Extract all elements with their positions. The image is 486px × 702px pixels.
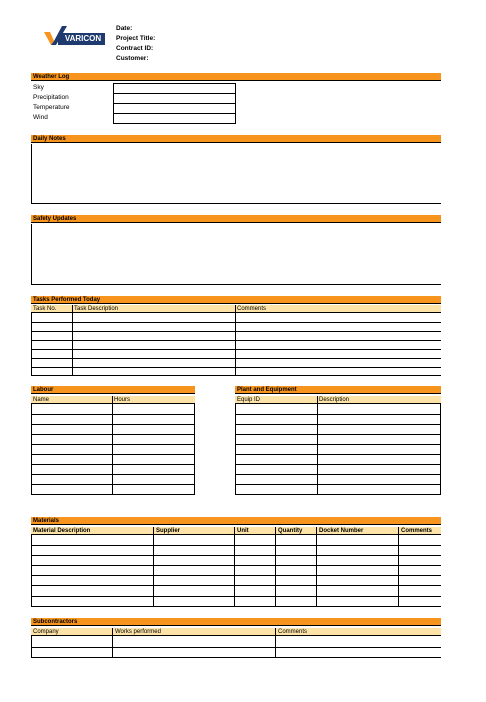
materials-header: Materials bbox=[31, 517, 441, 525]
contract-id-label: Contract ID: bbox=[116, 45, 154, 52]
plant-column-header bbox=[235, 396, 441, 404]
weather-wind-label: Wind bbox=[33, 114, 48, 121]
logo-text: VARICON bbox=[64, 34, 102, 43]
labour-row-line bbox=[32, 424, 194, 425]
varicon-logo bbox=[44, 26, 106, 46]
tasks-row-line bbox=[31, 349, 441, 350]
tasks-row-line bbox=[31, 340, 441, 341]
labour-row-line bbox=[32, 484, 194, 485]
subcontractors-grid-line bbox=[112, 628, 113, 658]
materials-row-line bbox=[31, 545, 441, 546]
labour-grid-line bbox=[112, 396, 113, 494]
labour-row-line bbox=[32, 434, 194, 435]
materials-grid-line bbox=[316, 527, 317, 607]
daily-notes-header: Daily Notes bbox=[31, 135, 441, 143]
materials-table-body[interactable] bbox=[31, 535, 441, 607]
subcontractors-table-body[interactable] bbox=[31, 636, 441, 658]
tasks-col-task-no: Task No. bbox=[33, 306, 57, 312]
materials-grid-line bbox=[153, 527, 154, 607]
materials-grid-line bbox=[234, 527, 235, 607]
safety-updates-area[interactable] bbox=[31, 224, 441, 285]
materials-grid-line bbox=[275, 527, 276, 607]
labour-header: Labour bbox=[31, 386, 195, 394]
weather-wind-field[interactable] bbox=[113, 114, 236, 124]
safety-updates-header: Safety Updates bbox=[31, 215, 441, 223]
labour-table-body[interactable] bbox=[31, 404, 195, 495]
tasks-table-body[interactable] bbox=[31, 313, 441, 376]
materials-col-supplier: Supplier bbox=[156, 528, 181, 534]
plant-row-line bbox=[236, 474, 440, 475]
subcontractors-header: Subcontractors bbox=[31, 618, 441, 626]
materials-col-description: Material Description bbox=[33, 528, 91, 534]
subcontractors-col-company: Company bbox=[33, 629, 59, 635]
tasks-column-header bbox=[31, 305, 441, 313]
labour-row-line bbox=[32, 464, 194, 465]
labour-row-line bbox=[32, 454, 194, 455]
labour-column-header bbox=[31, 396, 195, 404]
materials-row-line bbox=[31, 575, 441, 576]
plant-row-line bbox=[236, 444, 440, 445]
plant-grid-line bbox=[317, 396, 318, 494]
subcontractors-grid-line bbox=[275, 628, 276, 658]
weather-precipitation-label: Precipitation bbox=[33, 94, 69, 101]
materials-col-quantity: Quantity bbox=[278, 528, 303, 534]
project-title-label: Project Title: bbox=[116, 35, 156, 42]
weather-sky-label: Sky bbox=[33, 84, 44, 91]
tasks-row-line bbox=[31, 375, 441, 376]
customer-label: Customer: bbox=[116, 55, 149, 62]
tasks-row-line bbox=[31, 367, 441, 368]
materials-row-line bbox=[31, 565, 441, 566]
labour-row-line bbox=[32, 474, 194, 475]
materials-row-line bbox=[31, 596, 441, 597]
subcontractors-column-header bbox=[31, 628, 441, 636]
materials-row-line bbox=[31, 555, 441, 556]
plant-row-line bbox=[236, 484, 440, 485]
weather-log-header: Weather Log bbox=[31, 73, 441, 81]
plant-row-line bbox=[236, 414, 440, 415]
tasks-row-line bbox=[31, 322, 441, 323]
plant-col-equip-id: Equip ID bbox=[237, 397, 261, 403]
tasks-col-description: Task Description bbox=[74, 306, 119, 312]
materials-col-comments: Comments bbox=[401, 528, 433, 534]
labour-row-line bbox=[32, 414, 194, 415]
date-label: Date: bbox=[116, 25, 133, 32]
tasks-header: Tasks Performed Today bbox=[31, 296, 441, 304]
plant-col-description: Description bbox=[319, 397, 350, 403]
labour-col-name: Name bbox=[33, 397, 50, 403]
tasks-col-comments: Comments bbox=[237, 306, 267, 312]
plant-table-body[interactable] bbox=[235, 404, 441, 495]
weather-temperature-label: Temperature bbox=[33, 104, 70, 111]
subcontractors-col-comments: Comments bbox=[278, 629, 308, 635]
tasks-row-line bbox=[31, 331, 441, 332]
plant-row-line bbox=[236, 454, 440, 455]
materials-grid-line bbox=[398, 527, 399, 607]
subcontractors-row-line bbox=[31, 647, 441, 648]
materials-column-header bbox=[31, 527, 441, 535]
tasks-row-line bbox=[31, 358, 441, 359]
daily-notes-area[interactable] bbox=[31, 144, 441, 204]
materials-row-line bbox=[31, 606, 441, 607]
plant-header: Plant and Equipment bbox=[235, 386, 441, 394]
materials-col-unit: Unit bbox=[237, 528, 249, 534]
subcontractors-col-works: Works performed bbox=[115, 629, 161, 635]
subcontractors-row-line bbox=[31, 657, 441, 658]
plant-row-line bbox=[236, 424, 440, 425]
labour-col-hours: Hours bbox=[114, 397, 131, 403]
labour-row-line bbox=[32, 444, 194, 445]
materials-row-line bbox=[31, 585, 441, 586]
materials-col-docket-number: Docket Number bbox=[319, 528, 364, 534]
plant-row-line bbox=[236, 464, 440, 465]
plant-row-line bbox=[236, 434, 440, 435]
